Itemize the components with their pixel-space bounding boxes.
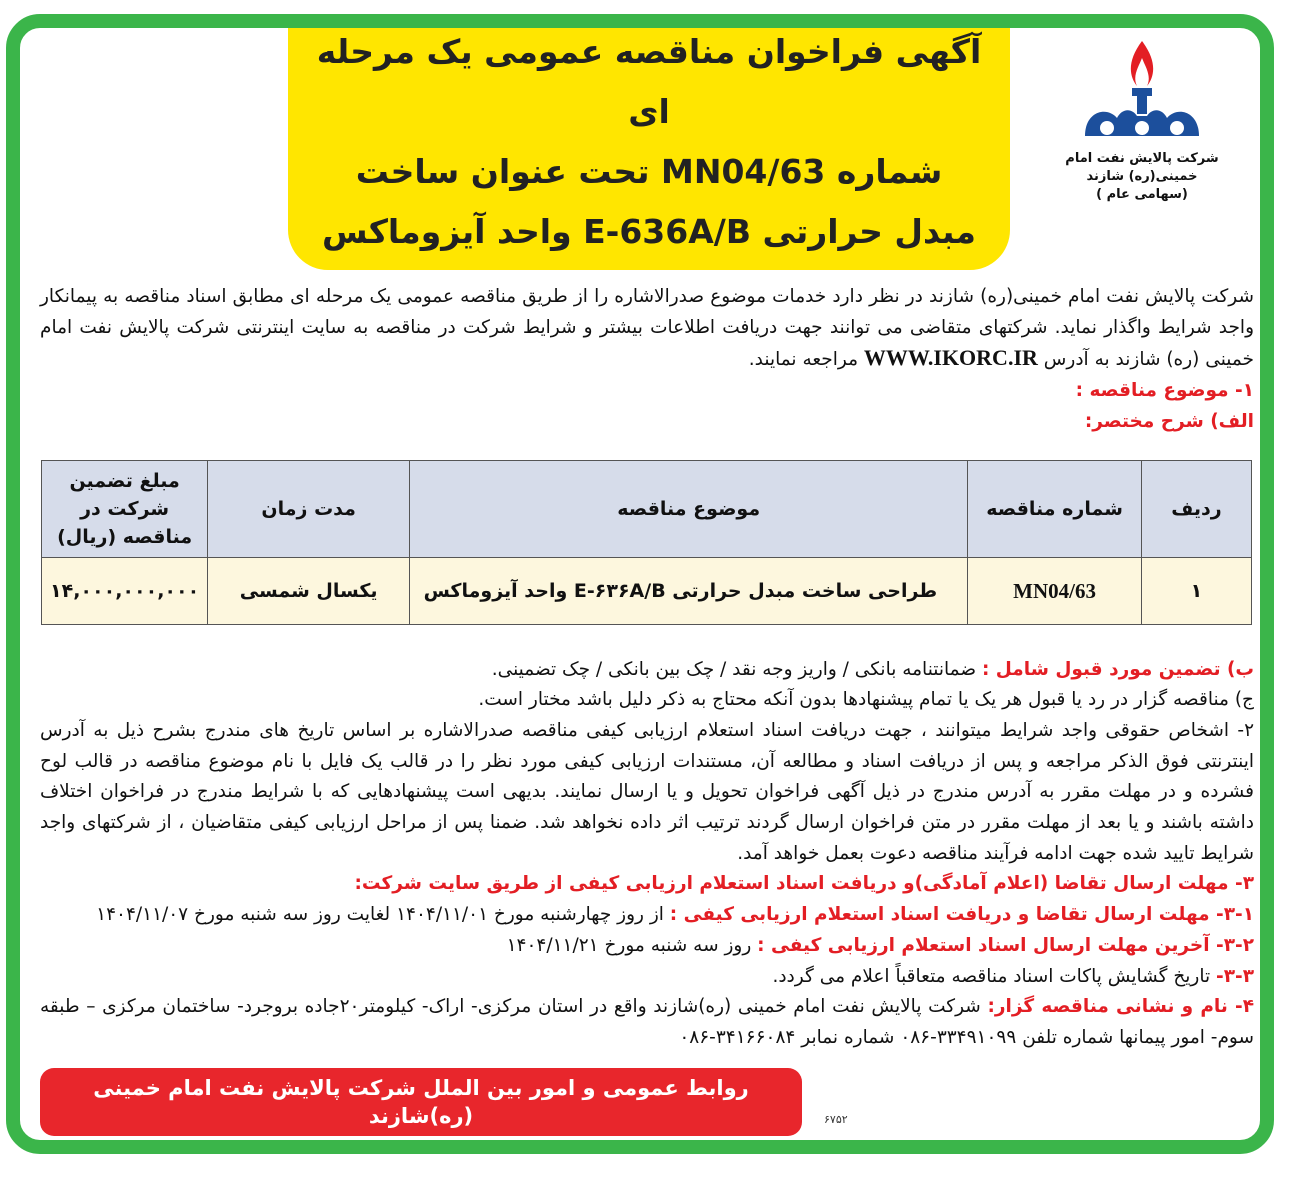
table-row bbox=[42, 557, 1252, 624]
cell-guarantee: ۱۴,۰۰۰,۰۰۰,۰۰۰ bbox=[42, 557, 208, 624]
intro-end: مراجعه نمایند. bbox=[748, 349, 859, 371]
cell-row-number: ۱ bbox=[1141, 557, 1251, 624]
item-text: از روز چهارشنبه مورخ ۱۴۰۴/۱۱/۰۱ لغایت روز سه شنبه مورخ ۱۴۰۴/۱۱/۰۷ bbox=[96, 904, 664, 926]
section4-paragraph bbox=[40, 992, 1254, 1053]
footer-row bbox=[40, 1068, 1254, 1136]
item-text: تاریخ گشایش پاکات اسناد مناقصه متعاقباً اعلام می گردد. bbox=[772, 965, 1211, 987]
guarantee-label: ب) تضمین مورد قبول شامل : bbox=[981, 658, 1254, 680]
ad-code: ۶۷۵۲ bbox=[824, 1112, 848, 1126]
header-duration: مدت زمان bbox=[208, 460, 410, 557]
company-type: (سهامی عام ) bbox=[1096, 187, 1188, 202]
intro-section bbox=[40, 282, 1254, 1136]
header-guarantee: مبلغ تضمین شرکت در مناقصه (ریال) bbox=[42, 460, 208, 557]
intro-paragraph bbox=[40, 282, 1254, 376]
section3-item bbox=[40, 931, 1254, 962]
item-label: ۳-۳- bbox=[1216, 965, 1254, 987]
title-line: مبدل حرارتی E-636A/B واحد آیزوماکس bbox=[322, 212, 976, 251]
footer-banner: روابط عمومی و امور بین الملل شرکت پالایش نفت امام خمینی (ره)شازند bbox=[40, 1068, 802, 1136]
item-label: ۳-۲- آخرین مهلت ارسال اسناد استعلام ارزیابی کیفی : bbox=[757, 934, 1254, 956]
title-line: شماره MN04/63 تحت عنوان ساخت bbox=[355, 152, 943, 191]
section4-text: شرکت پالایش نفت امام خمینی (ره)شازند واقع در استان مرکزی- اراک- کیلومتر۲۰جاده بروجرد- ساختمان مرکزی – طبقه سوم- امور پیمانها شماره تلفن ۳۳۴۹۱۰۹۹-۰۸۶ شماره نمابر ۳۴۱۶۶۰۸۴-۰۸۶ bbox=[40, 996, 1254, 1048]
section1-sub: الف) شرح مختصر: bbox=[1084, 410, 1254, 432]
website-link[interactable]: WWW.IKORC.IR bbox=[863, 345, 1038, 371]
section1-heading: ۱- موضوع مناقصه : bbox=[1075, 380, 1254, 402]
nioc-logo-icon bbox=[1077, 36, 1207, 146]
header bbox=[40, 14, 1254, 270]
header-subject: موضوع مناقصه bbox=[410, 460, 968, 557]
intro-text: شرکت پالایش نفت امام خمینی(ره) شازند در نظر دارد خدمات موضوع صدرالاشاره را از طریق مناقصه عمومی یک مرحله ای مطابق اسناد مناقصه به پیمانکار واجد شرایط واگذار نماید. شرکتهای متقاضی می توانند جهت دریافت اطلاعات بیشتر و شرایط شرکت در مناقصه به سایت اینترنتی شرکت پالایش نفت امام خمینی (ره) شازند به آدرس bbox=[40, 286, 1254, 371]
cell-duration: یکسال شمسی bbox=[208, 557, 410, 624]
item-label: ۳-۱- مهلت ارسال تقاضا و دریافت اسناد استعلام ارزیابی کیفی : bbox=[669, 904, 1254, 926]
title-box bbox=[288, 14, 1010, 270]
header-tender-number: شماره مناقصه bbox=[968, 460, 1142, 557]
section2-paragraph: ۲- اشخاص حقوقی واجد شرایط میتوانند ، جهت دریافت اسناد استعلام ارزیابی کیفی مناقصه صدرالاشاره بر اساس تاریخ های مندرج بشرح ذیل به آدرس اینترنتی فوق الذکر مراجعه و پس از دریافت اسناد و مطالعه آن، مستندات ارزیابی کیفی مورد نظر را در قالب یک فایل با نام موضوع مناقصه در قالب لوح فشرده و در مهلت مقرر به آدرس مندرج در ذیل آگهی فراخوان تحویل و یا ارسال نمایند. بدیهی است پیشنهادهایی که با شرایط مندرج در فراخوان اختلاف داشته باشند و یا بعد از مهلت مقرر در متن فراخوان ارسال گردند ترتیب اثر داده نخواهد شد. ضمنا پس از مراحل ارزیابی کیفی متقاضیان ، از شرکتهای واجد شرایط تایید شده جهت ادامه فرآیند مناقصه دعوت بعمل خواهد آمد. bbox=[40, 719, 1254, 864]
section4-label: ۴- نام و نشانی مناقصه گزار: bbox=[987, 996, 1254, 1018]
guarantee-clause bbox=[40, 655, 1254, 686]
section3-item bbox=[40, 900, 1254, 931]
section3-item bbox=[40, 962, 1254, 993]
company-name: شرکت پالایش نفت امام خمینی(ره) شازند bbox=[1065, 151, 1219, 184]
item-text: روز سه شنبه مورخ ۱۴۰۴/۱۱/۲۱ bbox=[506, 934, 752, 956]
clause-j: ج) مناقصه گزار در رد یا قبول هر یک یا تمام پیشنهادها بدون آنکه محتاج به ذکر دلیل باشد مختار است. bbox=[478, 689, 1254, 711]
header-row-number: ردیف bbox=[1141, 460, 1251, 557]
cell-subject: طراحی ساخت مبدل حرارتی E-۶۳۶A/B واحد آیزوماکس bbox=[410, 557, 968, 624]
cell-tender-number: MN04/63 bbox=[968, 557, 1142, 624]
section3-heading: ۳- مهلت ارسال تقاضا (اعلام آمادگی)و دریافت اسناد استعلام ارزیابی کیفی از طریق سایت شرکت: bbox=[354, 873, 1254, 895]
table-header-row bbox=[42, 460, 1252, 557]
title-line: آگهی فراخوان مناقصه عمومی یک مرحله ای bbox=[316, 32, 982, 131]
tender-table bbox=[41, 460, 1252, 625]
guarantee-text: ضمانتنامه بانکی / واریز وجه نقد / چک بین بانکی / چک تضمینی. bbox=[491, 658, 977, 680]
company-logo bbox=[1032, 14, 1252, 204]
